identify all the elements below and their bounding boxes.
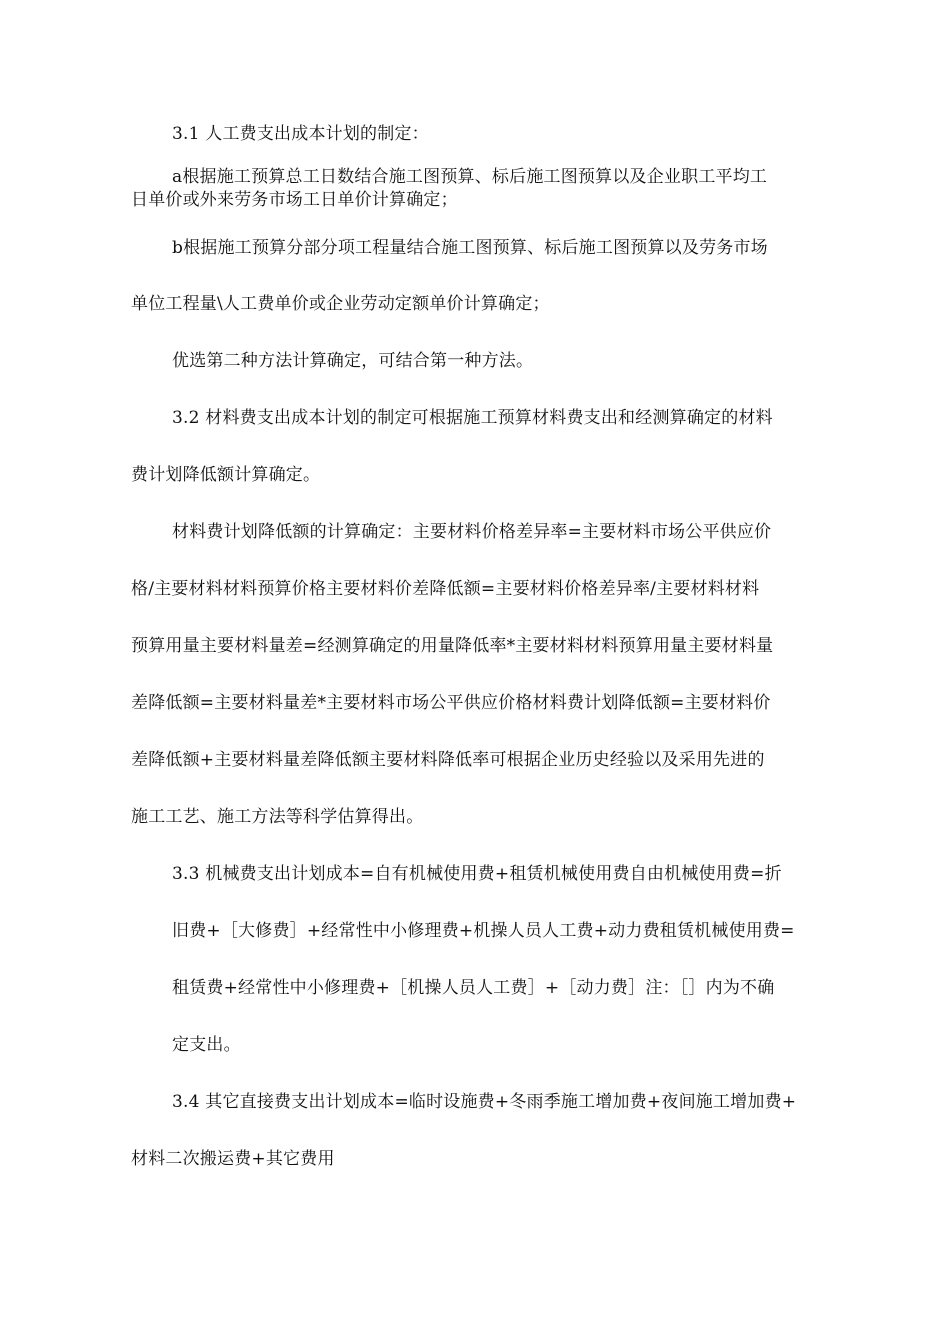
paragraph-line: 单位工程量\人工费单价或企业劳动定额单价计算确定；	[131, 294, 550, 314]
paragraph-line: a根据施工预算总工日数结合施工图预算、标后施工图预算以及企业职工平均工	[172, 167, 768, 187]
paragraph-line: 施工工艺、施工方法等科学估算得出。	[131, 807, 424, 827]
paragraph-line: b根据施工预算分部分项工程量结合施工图预算、标后施工图预算以及劳务市场	[172, 238, 768, 258]
paragraph-line: 材料二次搬运费+其它费用	[131, 1149, 335, 1169]
paragraph-line: 日单价或外来劳务市场工日单价计算确定；	[131, 190, 458, 210]
paragraph-line: 差降低额+主要材料量差降低额主要材料降低率可根据企业历史经验以及采用先进的	[131, 750, 765, 770]
paragraph-line: 旧费+［大修费］+经常性中小修理费+机操人员人工费+动力费租赁机械使用费=	[172, 921, 795, 941]
section-3-2-line: 3.2 材料费支出成本计划的制定可根据施工预算材料费支出和经测算确定的材料	[172, 408, 773, 428]
paragraph-line: 优选第二种方法计算确定，可结合第一种方法。	[172, 351, 534, 371]
section-3-1-heading: 3.1 人工费支出成本计划的制定：	[172, 124, 429, 144]
paragraph-line: 材料费计划降低额的计算确定：主要材料价格差异率=主要材料市场公平供应价	[172, 522, 772, 542]
paragraph-line: 格/主要材料材料预算价格主要材料价差降低额=主要材料价格差异率/主要材料材料	[131, 579, 760, 599]
paragraph-line: 费计划降低额计算确定。	[131, 465, 321, 485]
section-3-4-line: 3.4 其它直接费支出计划成本=临时设施费+冬雨季施工增加费+夜间施工增加费+	[172, 1092, 797, 1112]
paragraph-line: 预算用量主要材料量差=经测算确定的用量降低率*主要材料材料预算用量主要材料量	[131, 636, 774, 656]
paragraph-line: 租赁费+经常性中小修理费+［机操人员人工费］+［动力费］注：［］内为不确	[172, 978, 775, 998]
section-3-3-line: 3.3 机械费支出计划成本=自有机械使用费+租赁机械使用费自由机械使用费=折	[172, 864, 782, 884]
paragraph-line: 定支出。	[172, 1035, 241, 1055]
paragraph-line: 差降低额=主要材料量差*主要材料市场公平供应价格材料费计划降低额=主要材料价	[131, 693, 771, 713]
